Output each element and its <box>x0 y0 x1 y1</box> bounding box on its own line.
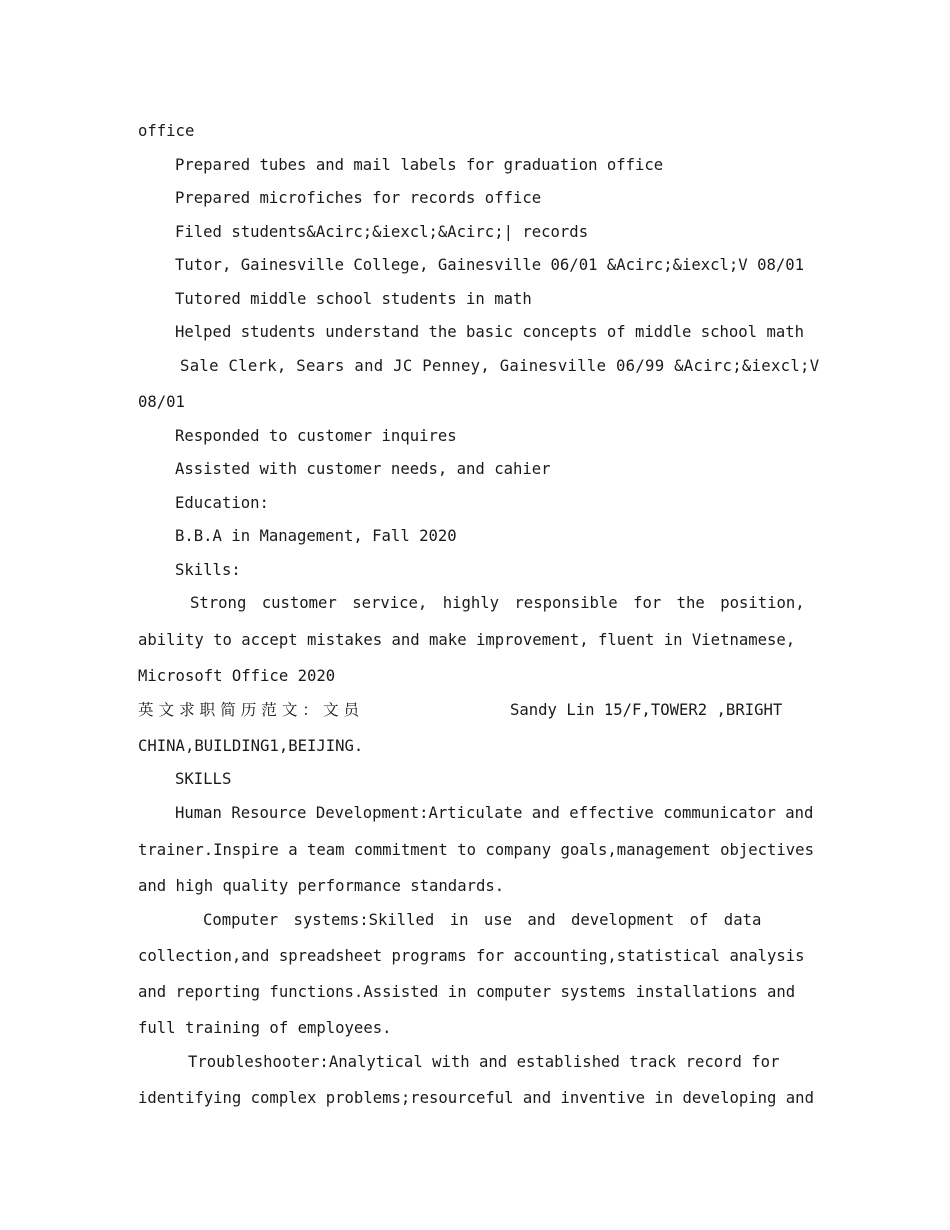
text-line: collection,and spreadsheet programs for accounting,statistical analysis <box>138 947 805 965</box>
text-line: Tutor, Gainesville College, Gainesville 06/01 &Acirc;&iexcl;V 08/01 <box>175 256 805 274</box>
section-heading: SKILLS <box>175 770 232 788</box>
text-line: Microsoft Office 2020 <box>138 667 336 685</box>
text-line: Assisted with customer needs, and cahier <box>175 460 551 478</box>
text-line: Human Resource Development:Articulate and effective communicator and <box>175 804 814 822</box>
text-line: Prepared tubes and mail labels for graduation office <box>175 156 664 174</box>
cjk-heading: 英 文 求 职 简 历 范 文 ： 文 员 <box>138 701 360 719</box>
text-line: office <box>138 122 195 140</box>
text-line: Responded to customer inquires <box>175 427 457 445</box>
text-line: ability to accept mistakes and make improvement, fluent in Vietnamese, <box>138 631 796 649</box>
text-line: and reporting functions.Assisted in computer systems installations and <box>138 983 796 1001</box>
text-line: Troubleshooter:Analytical with and established track record for <box>188 1053 780 1071</box>
contact-line: CHINA,BUILDING1,BEIJING. <box>138 737 364 755</box>
text-line: 08/01 <box>138 393 185 411</box>
text-line: Sale Clerk, Sears and JC Penney, Gainesville 06/99 &Acirc;&iexcl;V <box>180 357 820 375</box>
text-line: Strong customer service, highly responsible for the position, <box>190 594 805 612</box>
text-line: Filed students&Acirc;&iexcl;&Acirc;| records <box>175 223 589 241</box>
section-heading: Education: <box>175 494 269 512</box>
text-line: Helped students understand the basic concepts of middle school math <box>175 323 805 341</box>
text-line: Computer systems:Skilled in use and development of data <box>203 911 762 929</box>
text-line: Tutored middle school students in math <box>175 290 532 308</box>
text-line: identifying complex problems;resourceful and inventive in developing and <box>138 1089 814 1107</box>
text-line: B.B.A in Management, Fall 2020 <box>175 527 457 545</box>
text-line: full training of employees. <box>138 1019 392 1037</box>
contact-line: Sandy Lin 15/F,TOWER2 ,BRIGHT <box>510 701 783 719</box>
text-line: Prepared microfiches for records office <box>175 189 542 207</box>
text-line: and high quality performance standards. <box>138 877 505 895</box>
text-line: trainer.Inspire a team commitment to company goals,management objectives <box>138 841 814 859</box>
section-heading: Skills: <box>175 561 241 579</box>
